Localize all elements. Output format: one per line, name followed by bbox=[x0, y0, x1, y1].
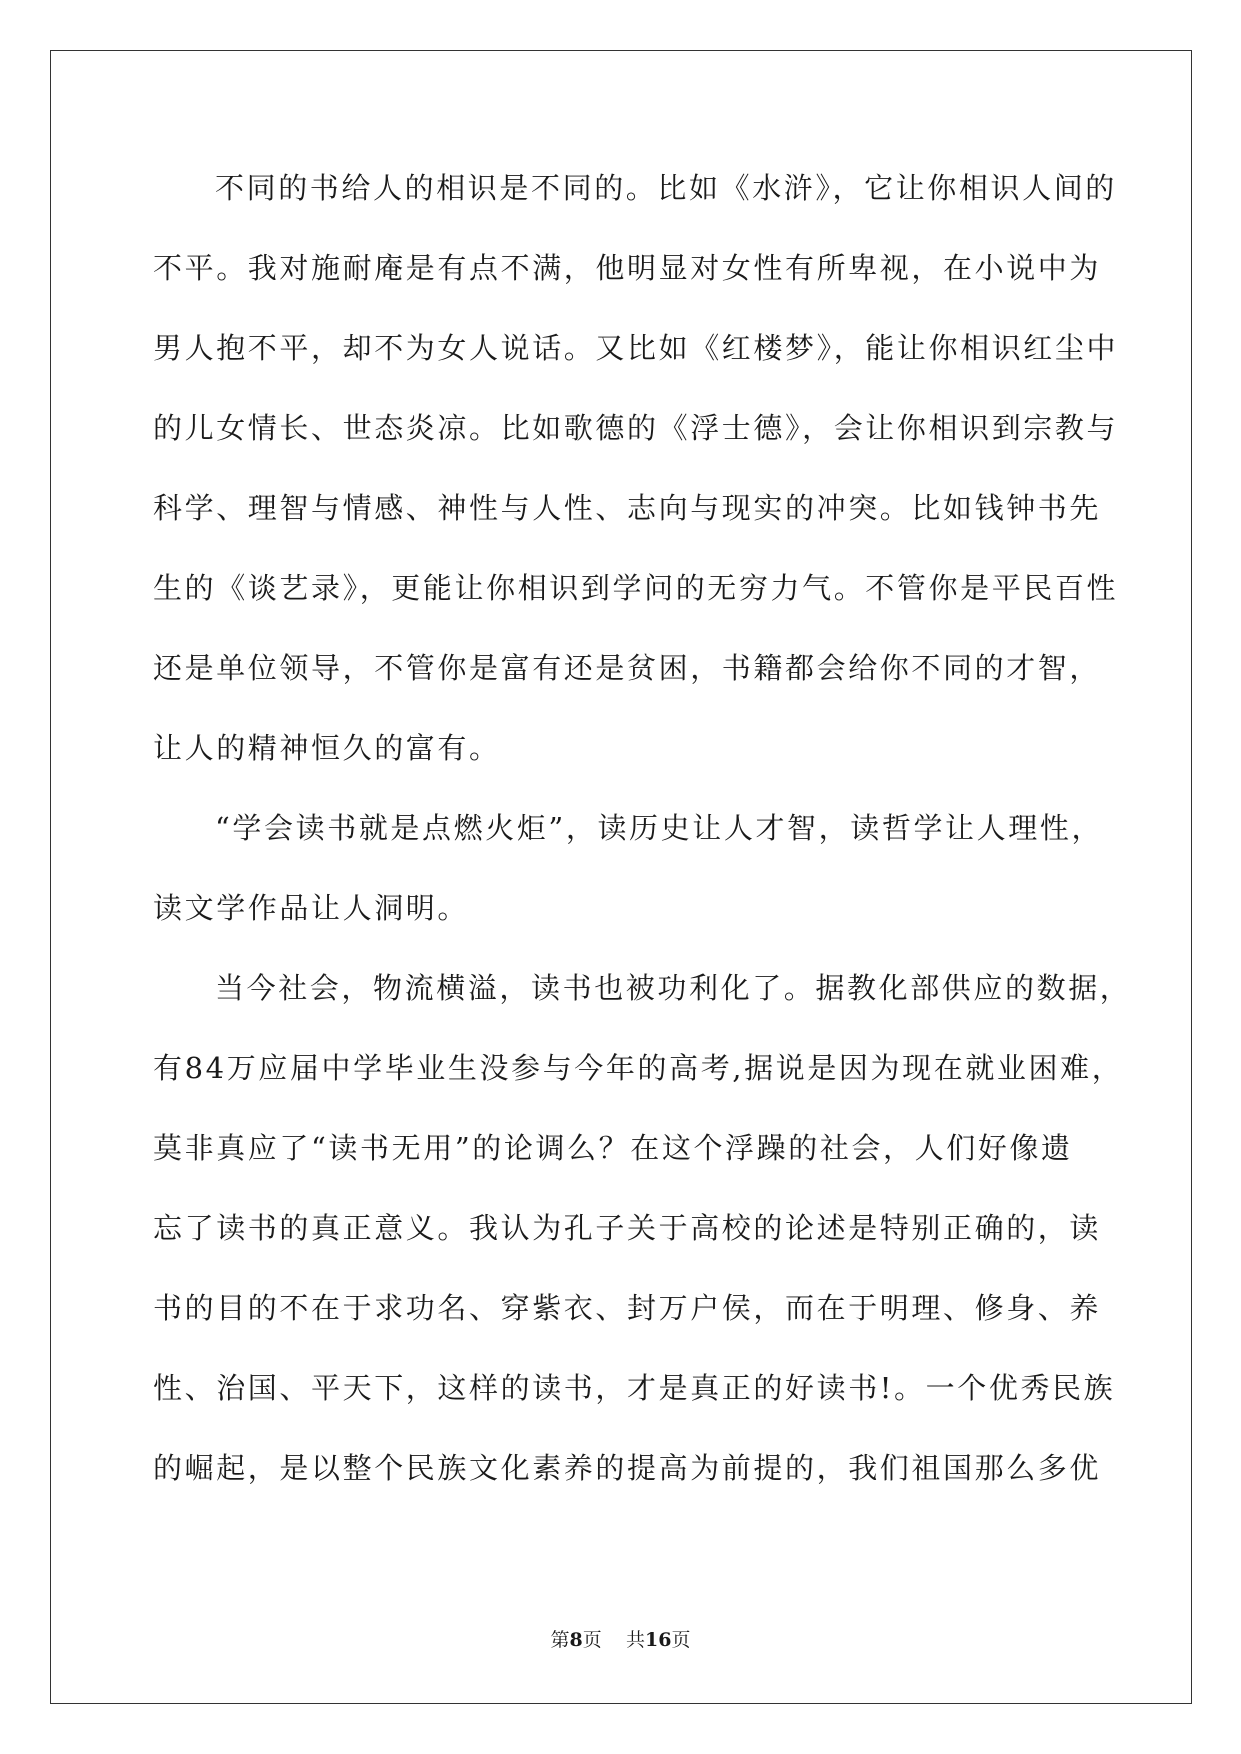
paragraph-3-line-6: 性、治国、平天下，这样的读书，才是真正的好读书!。一个优秀民族 bbox=[153, 1371, 1116, 1405]
page-suffix: 页 bbox=[582, 1629, 602, 1651]
page-number: 8 bbox=[569, 1629, 583, 1651]
paragraph-1-line-4: 的儿女情长、世态炎凉。比如歌德的《浮士德》，会让你相识到宗教与 bbox=[153, 411, 1119, 445]
paragraph-1-line-6: 生的《谈艺录》，更能让你相识到学问的无穷力气。不管你是平民百性 bbox=[153, 571, 1119, 605]
paragraph-1-line-5: 科学、理智与情感、神性与人性、志向与现实的冲突。比如钱钟书先 bbox=[153, 491, 1102, 525]
paragraph-3-line-3: 莫非真应了“读书无用”的论调么？在这个浮躁的社会，人们好像遗 bbox=[153, 1131, 1073, 1165]
paragraph-1-line-7: 还是单位领导，不管你是富有还是贫困，书籍都会给你不同的才智， bbox=[153, 651, 1102, 685]
paragraph-3-line-4: 忘了读书的真正意义。我认为孔子关于高校的论述是特别正确的，读 bbox=[153, 1211, 1102, 1245]
paragraph-2-line-2: 读文学作品让人洞明。 bbox=[153, 891, 470, 925]
total-suffix: 页 bbox=[671, 1629, 691, 1651]
paragraph-3-line-1: 当今社会，物流横溢，读书也被功利化了。据教化部供应的数据， bbox=[215, 971, 1132, 1005]
total-pages: 16 bbox=[644, 1629, 672, 1651]
page-footer bbox=[0, 1628, 1241, 1652]
paragraph-2-line-1: “学会读书就是点燃火炬”，读历史让人才智，读哲学让人理性， bbox=[215, 811, 1104, 845]
paragraph-1-line-1: 不同的书给人的相识是不同的。比如《水浒》，它让你相识人间的 bbox=[215, 171, 1117, 205]
paragraph-3-line-5: 书的目的不在于求功名、穿紫衣、封万户侯，而在于明理、修身、养 bbox=[153, 1291, 1102, 1325]
paragraph-1-line-3: 男人抱不平，却不为女人说话。又比如《红楼梦》，能让你相识红尘中 bbox=[153, 331, 1119, 365]
total-prefix: 共 bbox=[625, 1629, 645, 1651]
page-prefix: 第 bbox=[550, 1629, 570, 1651]
paragraph-3-line-2: 有84万应届中学毕业生没参与今年的高考,据说是因为现在就业困难， bbox=[153, 1051, 1124, 1085]
paragraph-3-line-7: 的崛起，是以整个民族文化素养的提高为前提的，我们祖国那么多优 bbox=[153, 1451, 1102, 1485]
paragraph-1-line-8: 让人的精神恒久的富有。 bbox=[153, 731, 501, 765]
paragraph-1-line-2: 不平。我对施耐庵是有点不满，他明显对女性有所卑视，在小说中为 bbox=[153, 251, 1102, 285]
